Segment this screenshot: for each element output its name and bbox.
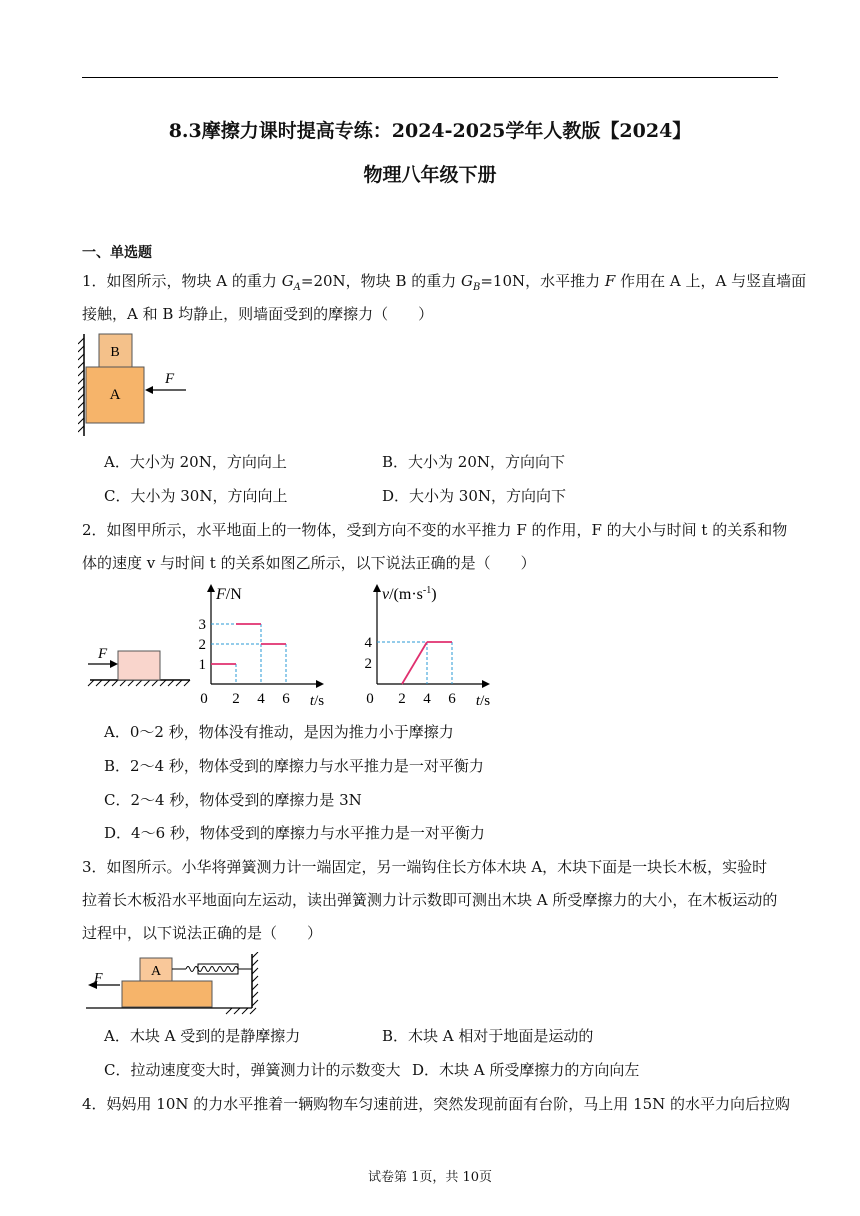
q1-gb-sub: B — [473, 282, 481, 293]
q1-gb: G — [461, 272, 473, 290]
g1-ytick-1: 2 — [198, 637, 206, 653]
q2-g2-xaxis-arrow-icon — [482, 680, 490, 688]
q1-line-2: 接触，A 和 B 均静止，则墙面受到的摩擦力（ ） — [82, 305, 434, 323]
q2-line-1: 2．如图甲所示，水平地面上的一物体，受到方向不变的水平推力 F 的作用，F 的大小与时间 t 的关系和物 — [82, 521, 788, 539]
q3-line-1: 3．如图所示。小华将弹簧测力计一端固定，另一端钩住长方体木块 A，木块下面是一块长木板，实验时 — [82, 858, 768, 876]
q1-block-a-label: A — [109, 387, 121, 403]
q2-option-c[interactable]: C．2～4 秒，物体受到的摩擦力是 3N — [104, 791, 362, 809]
q3-force-label: F — [94, 971, 103, 986]
q3-option-b[interactable]: B．木块 A 相对于地面是运动的 — [382, 1027, 594, 1045]
q2-force-arrow-icon — [110, 660, 118, 668]
g2-xtick-3: 6 — [448, 691, 456, 707]
q3-option-d[interactable]: D．木块 A 所受摩擦力的方向向左 — [412, 1061, 640, 1079]
g2-xtick-0: 0 — [366, 691, 374, 707]
g2-ytick-1: 2 — [364, 656, 372, 672]
g2-segment-0 — [402, 642, 427, 684]
g2-xtick-1: 2 — [398, 691, 406, 707]
g2-ytick-0: 4 — [364, 635, 372, 651]
q2-line-2: 体的速度 v 与时间 t 的关系如图乙所示，以下说法正确的是（ ） — [82, 554, 536, 572]
q2-g1-ylabel: F/N — [216, 586, 242, 603]
q3-board — [122, 981, 212, 1007]
g1-xtick-3: 6 — [282, 691, 290, 707]
q4-line-1: 4．妈妈用 10N 的力水平推着一辆购物车匀速前进，突然发现前面有台阶，马上用 15N 的水平力向后拉购 — [82, 1095, 791, 1113]
g2-xtick-2: 4 — [423, 691, 431, 707]
q1-text-c: =10N，水平推力 — [480, 272, 605, 290]
q2-option-a[interactable]: A．0～2 秒，物体没有推动，是因为推力小于摩擦力 — [104, 723, 454, 741]
q3-option-a[interactable]: A．木块 A 受到的是静摩擦力 — [104, 1027, 301, 1045]
title-line-1: 8.3摩擦力课时提高专练：2024-2025学年人教版【2024】 — [168, 120, 692, 142]
g1-ytick-2: 1 — [198, 657, 206, 673]
section-heading: 一、单选题 — [82, 245, 152, 261]
q2-g1-yaxis-arrow-icon — [207, 584, 215, 592]
q1-ga-sub: A — [293, 282, 301, 293]
g1-xtick-0: 0 — [200, 691, 208, 707]
g1-ytick-0: 3 — [198, 617, 206, 633]
q2-force-label: F — [98, 646, 108, 662]
q2-block — [118, 651, 160, 680]
q1-block-b-label: B — [110, 345, 120, 360]
q2-option-b[interactable]: B．2～4 秒，物体受到的摩擦力与水平推力是一对平衡力 — [104, 757, 484, 775]
q3-line-3: 过程中，以下说法正确的是（ ） — [82, 924, 323, 942]
q2-figure — [86, 578, 516, 712]
q1-line-1 — [82, 270, 806, 293]
q1-option-b[interactable]: B．大小为 20N，方向向下 — [382, 453, 566, 471]
q1-text-d: 作用在 A 上，A 与竖直墙面 — [615, 272, 807, 290]
g2-xlabel: t/s — [475, 693, 491, 709]
q2-option-d[interactable]: D．4～6 秒，物体受到的摩擦力与水平推力是一对平衡力 — [104, 824, 485, 842]
q1-f: F — [604, 272, 616, 290]
q1-text-a: 1．如图所示，物块 A 的重力 — [82, 272, 282, 290]
page-footer: 试卷第 1页，共 10页 — [367, 1170, 493, 1185]
q3-line-2: 拉着长木板沿水平地面向左运动，读出弹簧测力计示数即可测出木块 A 所受摩擦力的大小，在木板运动的 — [82, 891, 778, 909]
g1-xlabel: t/s — [309, 693, 325, 709]
g1-xtick-2: 4 — [257, 691, 265, 707]
q1-option-c[interactable]: C．大小为 30N，方向向上 — [104, 487, 288, 505]
title-line-2: 物理八年级下册 — [363, 164, 497, 186]
q1-option-d[interactable]: D．大小为 30N，方向向下 — [382, 487, 567, 505]
q3-figure — [82, 952, 262, 1016]
q2-g1-xaxis-arrow-icon — [316, 680, 324, 688]
q2-g2-yaxis-arrow-icon — [373, 584, 381, 592]
q1-figure — [78, 332, 198, 440]
q2-force-time-graph — [199, 584, 325, 709]
q3-block-a-label: A — [150, 964, 162, 979]
q3-option-c[interactable]: C．拉动速度变大时，弹簧测力计的示数变大 — [104, 1061, 401, 1079]
q1-text-b: =20N，物块 B 的重力 — [300, 272, 462, 290]
header-rule — [82, 77, 778, 78]
g1-xtick-1: 2 — [232, 691, 240, 707]
q1-option-a[interactable]: A．大小为 20N，方向向上 — [104, 453, 287, 471]
q2-g2-ylabel: $v/(m\cdot s^{-1})$ — [382, 585, 437, 603]
q1-ga: G — [281, 272, 294, 290]
q2-velocity-time-graph — [365, 584, 491, 709]
q1-force-arrow-icon — [145, 386, 153, 394]
q1-force-label: F — [165, 371, 175, 387]
